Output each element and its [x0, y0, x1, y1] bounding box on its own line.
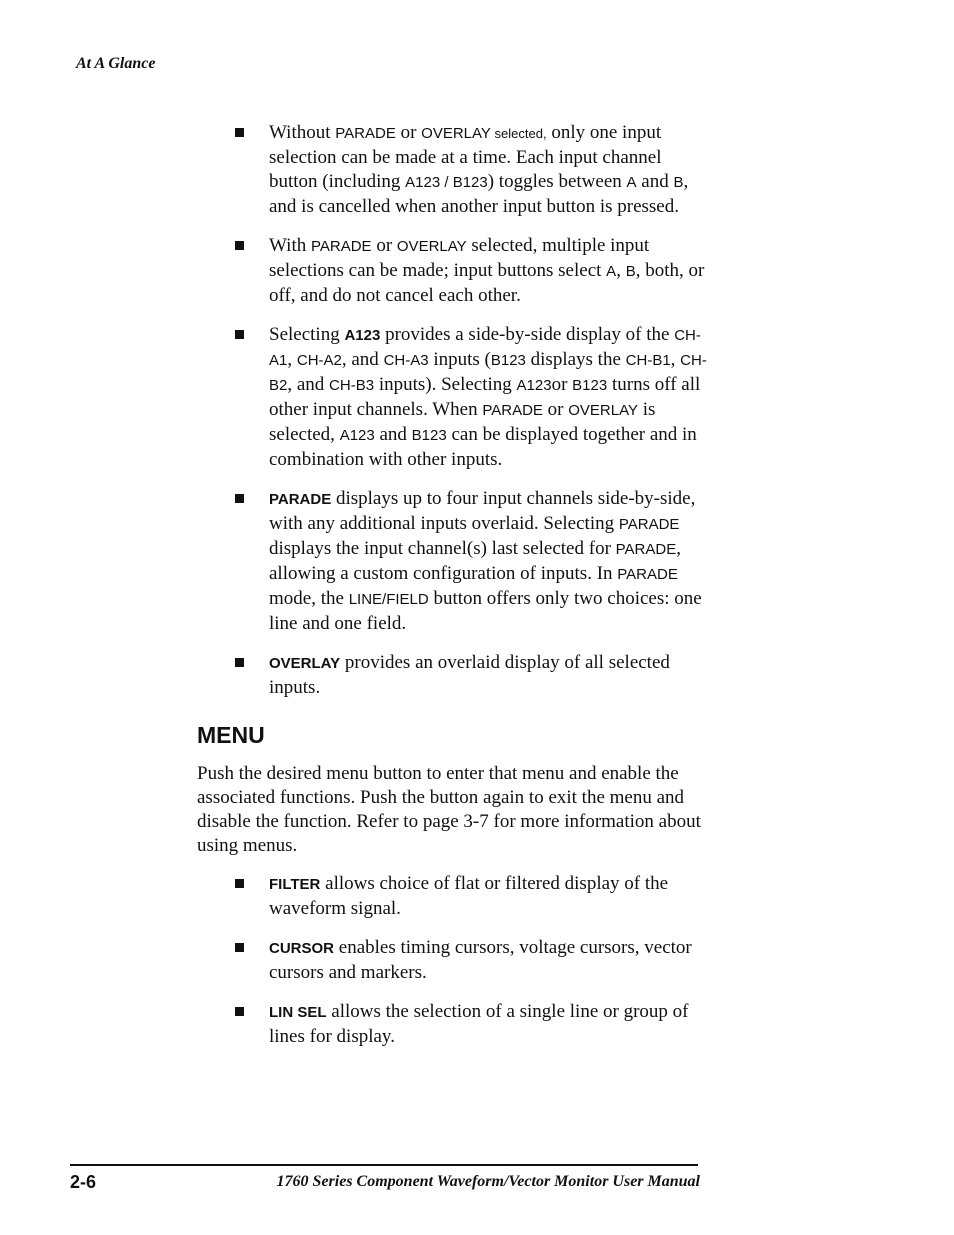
body-text: and — [636, 171, 674, 192]
menu-heading: MENU — [197, 722, 265, 748]
menu-bullet-list — [197, 872, 717, 1049]
control-label: A — [606, 263, 617, 280]
control-label: A — [626, 174, 637, 191]
control-label: PARADE — [482, 402, 543, 419]
control-label: B — [625, 263, 636, 280]
body-text: is selected, — [269, 399, 656, 445]
square-bullet-icon — [235, 1007, 244, 1016]
body-text: enables timing cursors, voltage cursors, vector cursors and markers. — [269, 937, 692, 983]
running-header: At A Glance — [76, 55, 156, 72]
body-text: inputs ( — [428, 349, 491, 370]
body-text: provides a side-by-side display of the — [380, 324, 675, 345]
square-bullet-icon — [235, 658, 244, 667]
page-content — [197, 121, 717, 1064]
square-bullet-icon — [235, 241, 244, 250]
body-text: or — [395, 122, 422, 143]
input-mode-bullet-list — [197, 121, 717, 700]
body-text: provides an overlaid display of all selected inputs. — [269, 652, 670, 698]
control-label: PARADE — [335, 125, 396, 142]
body-text: displays up to four input channels side-by-side, with any additional inputs overlaid. Selecting — [269, 488, 696, 534]
input-mode-bullet — [269, 323, 709, 472]
control-label-bold: OVERLAY — [269, 655, 341, 672]
input-mode-bullet — [269, 487, 709, 636]
control-label: OVERLAY — [421, 125, 491, 142]
body-text: or — [371, 235, 397, 256]
control-label-bold: PARADE — [269, 491, 332, 508]
control-label: A123 — [516, 377, 552, 394]
body-text: turns off all other input channels. When — [269, 374, 701, 420]
control-label-bold: A123 — [344, 327, 381, 344]
body-text: , and is cancelled when another input button is pressed. — [269, 171, 689, 217]
menu-intro-paragraph: Push the desired menu button to enter that menu and enable the associated functions. Push the button again to exit the menu and disable the function. Refer to page 3-7 for more information about using menus. — [197, 763, 701, 856]
menu-bullet — [269, 1000, 709, 1049]
input-mode-bullet — [269, 651, 709, 700]
body-text: selected, multiple input selections can be made; input buttons select — [269, 235, 650, 281]
control-label: B123 — [572, 377, 608, 394]
control-label: CH-A2 — [296, 352, 342, 369]
control-label: PARADE — [310, 238, 372, 255]
square-bullet-icon — [235, 128, 244, 137]
body-text: , and — [341, 349, 384, 370]
control-label: A123 — [339, 427, 375, 444]
control-label-bold: FILTER — [269, 876, 321, 893]
body-text: , — [616, 260, 626, 281]
control-label: CH-B1 — [625, 352, 671, 369]
body-text: Without — [269, 122, 336, 143]
control-label-bold: CURSOR — [269, 940, 335, 957]
control-label: PARADE — [615, 541, 677, 558]
body-text: inputs). Selecting — [374, 374, 517, 395]
control-label: B — [673, 174, 684, 191]
menu-bullet — [269, 872, 709, 921]
body-text: Selecting — [269, 324, 345, 345]
control-label: CH-A1 — [269, 327, 701, 369]
input-mode-bullet — [269, 121, 709, 219]
manual-title: 1760 Series Component Waveform/Vector Monitor User Manual — [276, 1173, 700, 1190]
body-text: displays the — [525, 349, 626, 370]
body-text: With — [269, 235, 311, 256]
control-label: A123 / B123 — [405, 174, 488, 191]
body-text: and — [374, 424, 412, 445]
control-label: OVERLAY — [396, 238, 467, 255]
body-text: button offers only two choices: one line and one field. — [269, 588, 702, 634]
body-text: displays the input channel(s) last selected for — [269, 538, 616, 559]
control-label: B123 — [411, 427, 447, 444]
control-label: CH-B2 — [269, 352, 707, 394]
page-number: 2-6 — [70, 1172, 97, 1192]
body-text: , and — [287, 374, 330, 395]
body-text: allows choice of flat or filtered display of the waveform signal. — [269, 873, 669, 919]
control-label: CH-A3 — [383, 352, 429, 369]
body-text: can be displayed together and in combination with other inputs. — [269, 424, 697, 470]
control-label: B123 — [490, 352, 526, 369]
input-mode-bullet — [269, 234, 709, 308]
control-label: OVERLAY — [568, 402, 638, 419]
body-text: , — [287, 349, 297, 370]
body-text: , allowing a custom configuration of inputs. In — [269, 538, 681, 584]
square-bullet-icon — [235, 494, 244, 503]
body-text: , — [670, 349, 681, 370]
body-text: or — [551, 374, 573, 395]
square-bullet-icon — [235, 330, 244, 339]
control-label: LINE/FIELD — [348, 591, 429, 608]
menu-bullet — [269, 936, 709, 985]
control-label-bold: LIN SEL — [269, 1004, 327, 1021]
square-bullet-icon — [235, 943, 244, 952]
control-label: PARADE — [618, 516, 680, 533]
body-text: , both, or off, and do not cancel each other. — [269, 260, 705, 306]
body-text: or — [542, 399, 569, 420]
control-label: PARADE — [617, 566, 678, 583]
body-text: mode, the — [269, 588, 349, 609]
body-text: allows the selection of a single line or group of lines for display. — [269, 1001, 689, 1047]
control-label: CH-B3 — [329, 377, 375, 394]
body-text: ) toggles between — [487, 171, 627, 192]
footer-rule — [70, 1164, 698, 1166]
body-text: only one input selection can be made at a time. Each input channel button (including — [269, 122, 662, 192]
square-bullet-icon — [235, 879, 244, 888]
control-label-small: selected, — [490, 126, 547, 141]
